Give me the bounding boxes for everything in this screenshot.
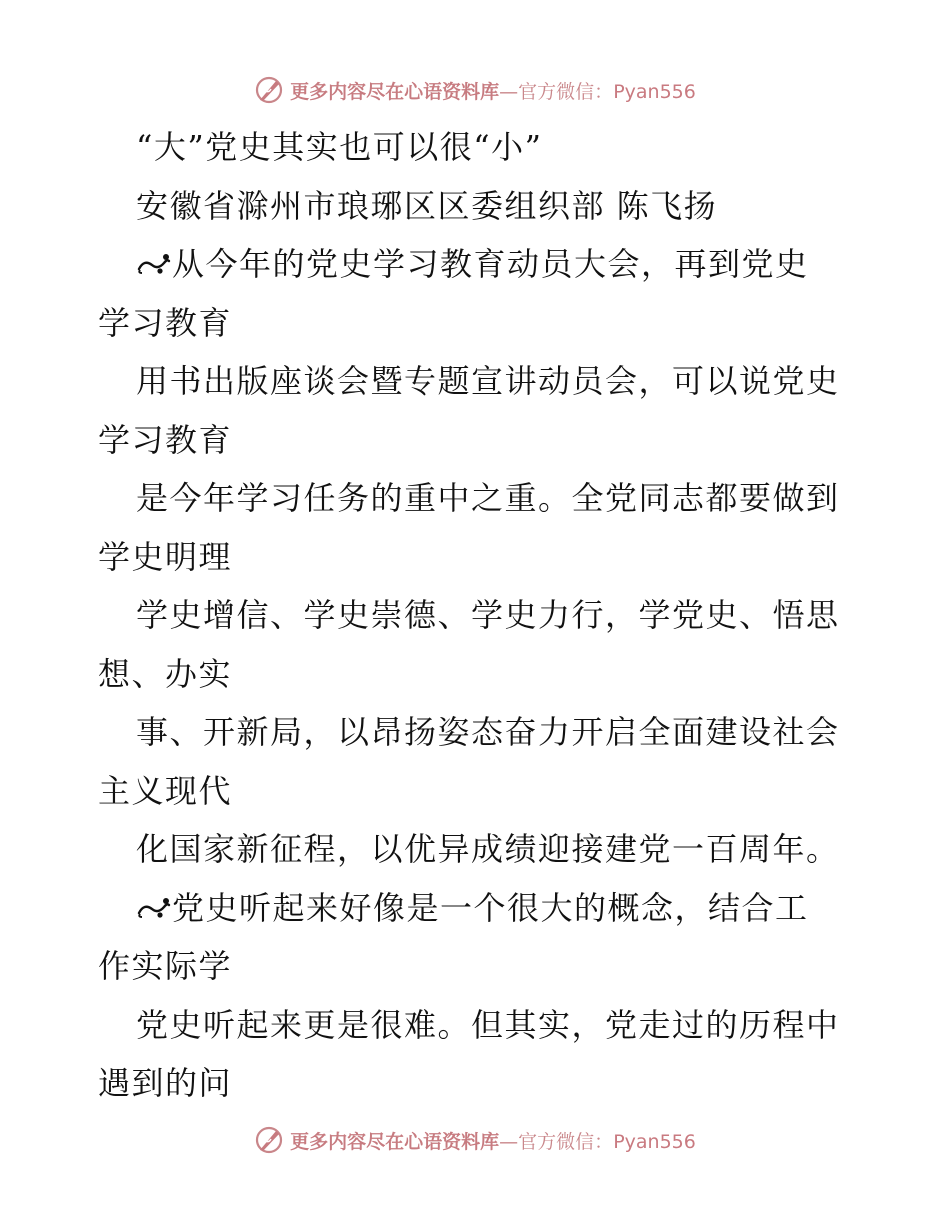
floral-bullet-icon: [136, 251, 172, 277]
paragraph-line: 学史明理: [98, 537, 233, 576]
paragraph-line: 学习教育: [98, 303, 233, 342]
quill-pen-circle-icon: [254, 75, 284, 105]
banner-text: [290, 77, 696, 104]
banner-text: [290, 1127, 696, 1154]
paragraph-line: 用书出版座谈会暨专题宣讲动员会，可以说党史: [136, 362, 840, 400]
floral-bullet-icon: [136, 895, 172, 921]
banner-dash: —: [499, 1130, 519, 1153]
paragraph-line: 学习教育: [98, 420, 233, 459]
banner-wechat-id: Pyan556: [613, 1130, 696, 1153]
banner-wechat-id: Pyan556: [613, 80, 696, 103]
paragraph-line: [98, 235, 858, 294]
footer-banner: [0, 1120, 950, 1160]
paragraph-line: 学史增信、学史崇德、学史力行，学党史、悟思: [136, 596, 840, 634]
banner-wechat-label: 官方微信：: [518, 1130, 614, 1153]
paragraph-text: 从今年的党史学习教育动员大会，再到党史: [172, 245, 809, 283]
document-title: “大”党史其实也可以很“小”: [136, 128, 543, 166]
paragraph-line: 作实际学: [98, 947, 233, 985]
paragraph-line: 事、开新局，以昂扬姿态奋力开启全面建设社会: [136, 713, 840, 751]
paragraph-line: [98, 879, 858, 938]
banner-wechat-label: 官方微信：: [518, 80, 614, 103]
paragraph-line: 是今年学习任务的重中之重。全党同志都要做到: [136, 479, 840, 517]
quill-pen-circle-icon: [254, 1125, 284, 1155]
paragraph-line: 党史听起来更是很难。但其实，党走过的历程中: [136, 1005, 840, 1044]
paragraph-line: 主义现代: [98, 771, 233, 810]
paragraph-line: 想、办实: [98, 654, 233, 693]
banner-brand: 更多内容尽在心语资料库: [290, 80, 500, 103]
document-body: [98, 118, 858, 1113]
paragraph-text: 党史听起来好像是一个很大的概念，结合工: [172, 888, 809, 927]
banner-dash: —: [499, 80, 519, 103]
paragraph-line: 遇到的问: [98, 1064, 233, 1102]
paragraph-line: 化国家新征程，以优异成绩迎接建党一百周年。: [136, 830, 840, 868]
header-banner: [0, 70, 950, 110]
banner-brand: 更多内容尽在心语资料库: [290, 1130, 500, 1153]
document-author: 安徽省滁州市琅琊区区委组织部 陈飞扬: [136, 186, 718, 225]
